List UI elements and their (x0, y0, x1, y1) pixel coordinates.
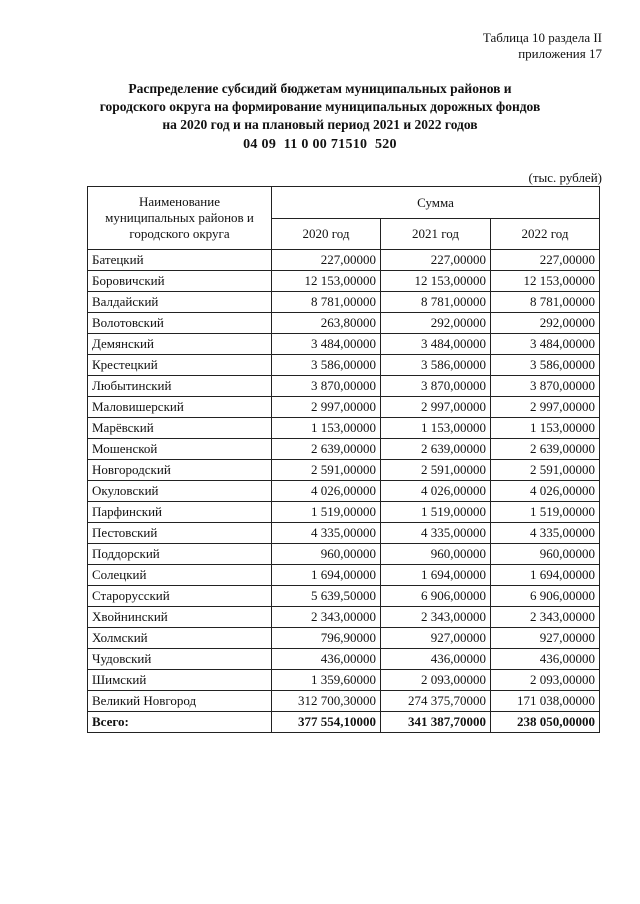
table-row (88, 418, 600, 439)
district-name: Окуловский (88, 481, 272, 502)
amount-2022: 171 038,00000 (491, 691, 600, 712)
table-row (88, 355, 600, 376)
amount-2021: 4 026,00000 (381, 481, 491, 502)
table-row (88, 523, 600, 544)
amount-2021: 3 870,00000 (381, 376, 491, 397)
district-name: Солецкий (88, 565, 272, 586)
header-row-1 (88, 187, 600, 219)
title-line-3: на 2020 год и на плановый период 2021 и 2022 годов (162, 117, 478, 132)
title-line-2: городского округа на формирование муниципальных дорожных фондов (99, 99, 541, 114)
amount-2020: 1 694,00000 (272, 565, 381, 586)
table-row (88, 271, 600, 292)
district-name: Мошенской (88, 439, 272, 460)
table-row (88, 607, 600, 628)
table-row (88, 334, 600, 355)
district-name: Шимский (88, 670, 272, 691)
amount-2021: 1 519,00000 (381, 502, 491, 523)
amount-2021: 2 093,00000 (381, 670, 491, 691)
table-row (88, 649, 600, 670)
amount-2021: 1 694,00000 (381, 565, 491, 586)
amount-2021: 12 153,00000 (381, 271, 491, 292)
amount-2020: 227,00000 (272, 250, 381, 271)
table-row (88, 565, 600, 586)
amount-2022: 2 343,00000 (491, 607, 600, 628)
district-name: Хвойнинский (88, 607, 272, 628)
table-row (88, 313, 600, 334)
amount-2021: 2 591,00000 (381, 460, 491, 481)
amount-2022: 4 335,00000 (491, 523, 600, 544)
amount-2021: 3 484,00000 (381, 334, 491, 355)
subsidies-table (87, 186, 600, 733)
district-name: Маловишерский (88, 397, 272, 418)
district-name: Парфинский (88, 502, 272, 523)
year-2020-header: 2020 год (272, 219, 381, 250)
amount-2020: 5 639,50000 (272, 586, 381, 607)
document-title (60, 80, 580, 134)
district-name: Волотовский (88, 313, 272, 334)
amount-2022: 6 906,00000 (491, 586, 600, 607)
table-ref-line: Таблица 10 раздела II (482, 30, 602, 45)
table-row (88, 481, 600, 502)
table-row (88, 502, 600, 523)
table-row (88, 439, 600, 460)
amount-2022: 12 153,00000 (491, 271, 600, 292)
amount-2022: 927,00000 (491, 628, 600, 649)
amount-2020: 8 781,00000 (272, 292, 381, 313)
amount-2020: 1 359,60000 (272, 670, 381, 691)
amount-2022: 1 694,00000 (491, 565, 600, 586)
amount-2021: 3 586,00000 (381, 355, 491, 376)
amount-2022: 2 997,00000 (491, 397, 600, 418)
title-line-1: Распределение субсидий бюджетам муниципальных районов и (128, 81, 512, 96)
amount-2021: 927,00000 (381, 628, 491, 649)
amount-2022: 436,00000 (491, 649, 600, 670)
budget-classification-code: 04 09 11 0 00 71510 520 (243, 137, 397, 152)
table-row (88, 586, 600, 607)
table-row (88, 292, 600, 313)
amount-2020: 1 153,00000 (272, 418, 381, 439)
district-name: Боровичский (88, 271, 272, 292)
amount-2021: 6 906,00000 (381, 586, 491, 607)
year-2021-header: 2021 год (381, 219, 491, 250)
amount-2022: 960,00000 (491, 544, 600, 565)
amount-2021: 292,00000 (381, 313, 491, 334)
district-name: Марёвский (88, 418, 272, 439)
appendix-ref-line: приложения 17 (518, 46, 602, 61)
table-row (88, 691, 600, 712)
amount-2020: 263,80000 (272, 313, 381, 334)
district-name: Новгородский (88, 460, 272, 481)
amount-2022: 8 781,00000 (491, 292, 600, 313)
table-reference (402, 30, 602, 62)
table-row (88, 628, 600, 649)
amount-2021: 436,00000 (381, 649, 491, 670)
district-name: Поддорский (88, 544, 272, 565)
sum-column-header: Сумма (272, 187, 600, 219)
amount-2021: 8 781,00000 (381, 292, 491, 313)
table-row (88, 544, 600, 565)
amount-2020: 3 484,00000 (272, 334, 381, 355)
table-row (88, 670, 600, 691)
table-row (88, 250, 600, 271)
amount-2020: 2 591,00000 (272, 460, 381, 481)
amount-2020: 960,00000 (272, 544, 381, 565)
total-row (88, 712, 600, 733)
amount-2020: 377 554,10000 (272, 712, 381, 733)
amount-2022: 227,00000 (491, 250, 600, 271)
district-name: Пестовский (88, 523, 272, 544)
district-name: Любытинский (88, 376, 272, 397)
year-2022-header: 2022 год (491, 219, 600, 250)
district-name: Чудовский (88, 649, 272, 670)
amount-2021: 2 997,00000 (381, 397, 491, 418)
amount-2022: 2 591,00000 (491, 460, 600, 481)
name-column-header: Наименование муниципальных районов и городского округа (88, 187, 272, 250)
table-body (88, 250, 600, 733)
amount-2021: 274 375,70000 (381, 691, 491, 712)
amount-2022: 2 639,00000 (491, 439, 600, 460)
amount-2022: 238 050,00000 (491, 712, 600, 733)
district-name: Батецкий (88, 250, 272, 271)
table-row (88, 397, 600, 418)
amount-2022: 3 484,00000 (491, 334, 600, 355)
amount-2021: 2 343,00000 (381, 607, 491, 628)
district-name: Старорусский (88, 586, 272, 607)
amount-2020: 3 586,00000 (272, 355, 381, 376)
district-name: Демянский (88, 334, 272, 355)
amount-2021: 1 153,00000 (381, 418, 491, 439)
total-label: Всего: (88, 712, 272, 733)
amount-2020: 796,90000 (272, 628, 381, 649)
district-name: Крестецкий (88, 355, 272, 376)
district-name: Холмский (88, 628, 272, 649)
amount-2020: 2 997,00000 (272, 397, 381, 418)
amount-2022: 1 153,00000 (491, 418, 600, 439)
amount-2020: 12 153,00000 (272, 271, 381, 292)
amount-2020: 436,00000 (272, 649, 381, 670)
amount-2020: 312 700,30000 (272, 691, 381, 712)
amount-2020: 3 870,00000 (272, 376, 381, 397)
amount-2022: 3 586,00000 (491, 355, 600, 376)
amount-2022: 292,00000 (491, 313, 600, 334)
amount-2021: 2 639,00000 (381, 439, 491, 460)
amount-2022: 3 870,00000 (491, 376, 600, 397)
amount-2020: 1 519,00000 (272, 502, 381, 523)
amount-2022: 2 093,00000 (491, 670, 600, 691)
amount-2021: 4 335,00000 (381, 523, 491, 544)
amount-2020: 4 335,00000 (272, 523, 381, 544)
amount-2021: 227,00000 (381, 250, 491, 271)
amount-2020: 2 343,00000 (272, 607, 381, 628)
district-name: Великий Новгород (88, 691, 272, 712)
table-row (88, 460, 600, 481)
amount-2020: 2 639,00000 (272, 439, 381, 460)
amount-2021: 960,00000 (381, 544, 491, 565)
units-label: (тыс. рублей) (528, 170, 602, 185)
amount-2021: 341 387,70000 (381, 712, 491, 733)
district-name: Валдайский (88, 292, 272, 313)
amount-2022: 4 026,00000 (491, 481, 600, 502)
table-row (88, 376, 600, 397)
amount-2020: 4 026,00000 (272, 481, 381, 502)
amount-2022: 1 519,00000 (491, 502, 600, 523)
